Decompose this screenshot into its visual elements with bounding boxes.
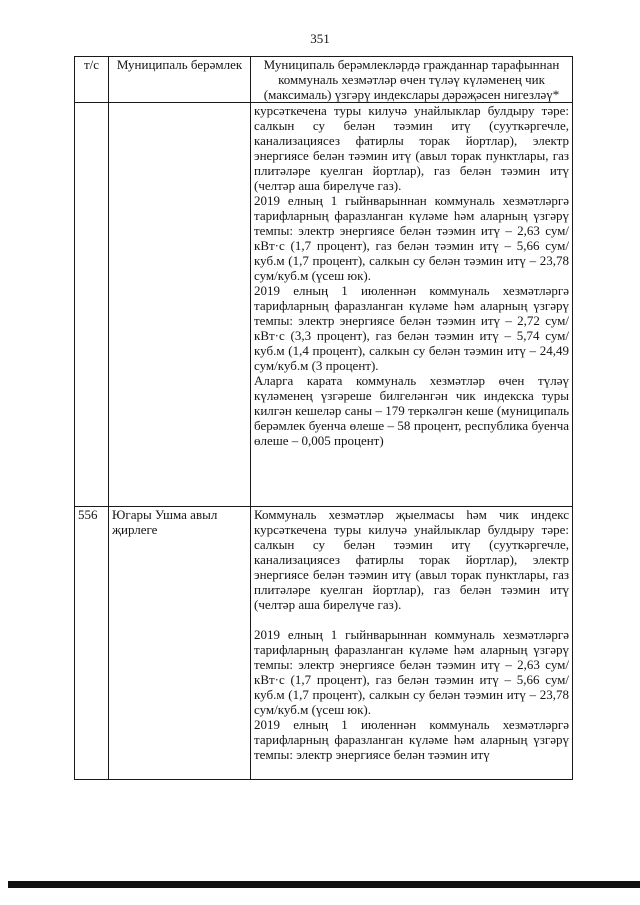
bottom-scan-edge (8, 881, 640, 888)
row-num-cell: 556 (75, 507, 109, 780)
table-row (75, 103, 573, 507)
header-description (251, 57, 573, 103)
row-paragraph: 2019 елның 1 июленнән коммуналь хезмәтләргә тарифларның фаразланган күләме һәм аларның үзгәрү темпы: электр энергиясе белән тәэмин итү (254, 717, 569, 762)
row-description-cell (251, 507, 573, 780)
row-paragraph: 2019 елның 1 гыйнварыннан коммуналь хезмәтләргә тарифларның фаразланган күләме һәм аларның үзгәрү темпы: электр энергиясе белән тәэмин итү – 2,63 сум/кВт·с (1,7 процент), газ белән тәэмин итү – 5,66 сум/куб.м (1,7 процент), салкын су белән тәэмин итү – 23,78 сум/куб.м (үсеш юк). (254, 193, 569, 283)
row-paragraph: 2019 елның 1 гыйнварыннан коммуналь хезмәтләргә тарифларның фаразланган күләме һәм аларның үзгәрү темпы: электр энергиясе белән тәэмин итү – 2,63 сум/кВт·с (1,7 процент), газ белән тәэмин итү – 5,66 сум/куб.м (1,7 процент), салкын су белән тәэмин итү – 23,78 сум/куб.м (үсеш юк). (254, 627, 569, 717)
row-paragraph: Коммуналь хезмәтләр җыелмасы һәм чик индекс курсәткечена туры килучә унайлыклар булдыру тәре: салкын су белән тәэмин итү (сууткәргечле, канализациясез фатирлы торак йортлар), электр энергиясе белән тәэмин итү (авыл торак пунктлары, газ плитәләре куелган йортлар), газ белән тәэмин итү (челтәр аша бирелүче газ). (254, 507, 569, 612)
row-municipality-cell: Югары Ушма авыл җирлеге (109, 507, 251, 780)
header-num: т/с (75, 57, 109, 103)
row-num-cell (75, 103, 109, 507)
row-municipality-cell (109, 103, 251, 507)
table-row (75, 507, 573, 780)
row-paragraph: 2019 елның 1 июленнән коммуналь хезмәтләргә тарифларның фаразланган күләме һәм аларның үзгәрү темпы: электр энергиясе белән тәэмин итү – 2,72 сум/кВт·с (3,3 процент), газ белән тәэмин итү – 5,74 сум/куб.м (1,4 процент), салкын су белән тәэмин итү – 24,49 сум/куб.м (3 процент). (254, 283, 569, 373)
row-paragraph: курсәткечена туры килучә унайлыклар булдыру тәре: салкын су белән тәэмин итү (сууткәргечле, канализациясез фатирлы торак йортлар), электр энергиясе белән тәэмин итү (авыл торак пунктлары, газ плитәләре куелган йортлар), газ белән тәэмин итү (челтәр аша бирелүче газ). (254, 103, 569, 193)
municipal-tariff-table (74, 56, 573, 780)
page-number: 351 (310, 31, 330, 46)
header-description-text: Муниципаль берәмлекләрдә гражданнар тарафыннан коммуналь хезмәтләр өчен түләү күләменең чик (максималь) үзгәрү индекслары дәрәҗәсен нигезләү* (263, 57, 560, 102)
table-header-row (75, 57, 573, 103)
row-paragraph: Аларга карата коммуналь хезмәтләр өчен түләү күләменең үзгәреше билгеләнгән чик индекска туры килгән кешеләр саны – 179 теркәлгән кеше (муниципаль берәмлек буенча өлеше – 58 процент, республика буенча өлеше – 0,005 процент) (254, 373, 569, 448)
header-municipality: Муниципаль берәмлек (109, 57, 251, 103)
row-description-cell (251, 103, 573, 507)
